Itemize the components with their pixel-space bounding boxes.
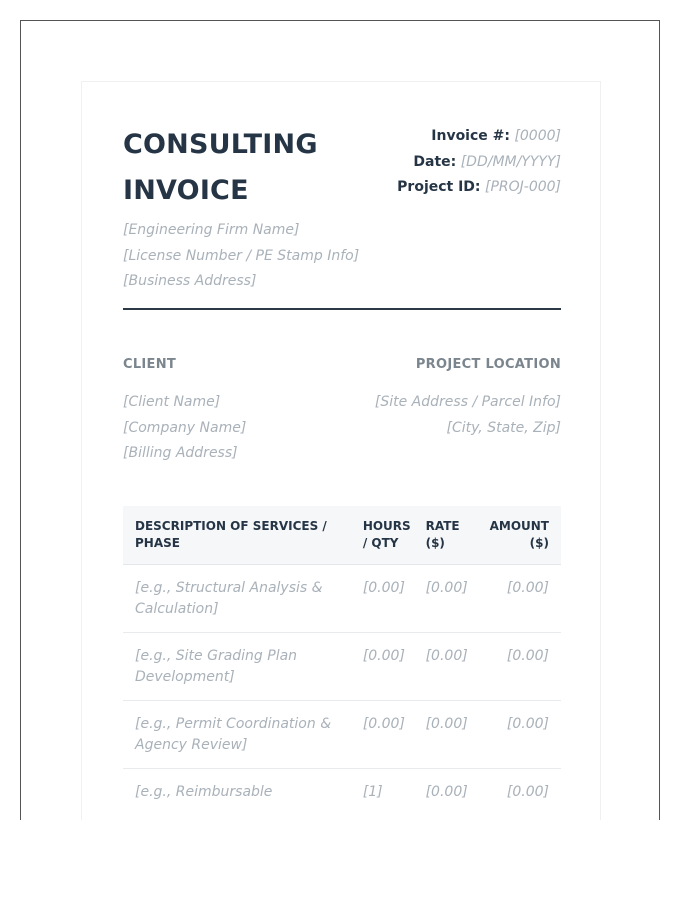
row-amount: [0.00] — [476, 701, 561, 769]
title-line-1: CONSULTING — [123, 129, 318, 160]
invoice-number-label: Invoice #: — [431, 128, 510, 144]
table-row — [123, 565, 561, 633]
firm-info — [123, 218, 383, 295]
invoice-number-value: [0000] — [514, 128, 561, 144]
project-location-heading: PROJECT LOCATION — [415, 357, 561, 372]
row-amount: [0.00] — [476, 633, 561, 701]
client-billing-address: [Billing Address] — [123, 445, 238, 461]
client-name: [Client Name] — [123, 394, 221, 410]
document-frame — [20, 20, 660, 820]
table-header-row — [123, 506, 561, 565]
license-info: [License Number / PE Stamp Info] — [123, 247, 360, 264]
header-rate: RATE ($) — [420, 506, 476, 565]
header-hours: HOURS / QTY — [356, 506, 420, 565]
site-address: [Site Address / Parcel Info] — [374, 394, 561, 410]
invoice-sheet — [81, 81, 601, 820]
project-id-row — [361, 175, 561, 201]
firm-name: [Engineering Firm Name] — [123, 222, 300, 238]
services-table — [123, 506, 561, 820]
date-label: Date: — [413, 153, 457, 170]
row-rate: [0.00] — [420, 701, 476, 769]
business-address: [Business Address] — [123, 273, 257, 289]
project-location-block — [321, 357, 561, 441]
site-city: [City, State, Zip] — [446, 419, 561, 436]
date-value: [DD/MM/YYYY] — [460, 153, 561, 170]
project-id-value: [PROJ-000] — [484, 179, 561, 195]
project-id-label: Project ID: — [397, 179, 481, 195]
table-row — [123, 769, 561, 821]
row-rate: [0.00] — [420, 565, 476, 633]
row-description: [e.g., Site Grading Plan Development] — [123, 633, 356, 701]
table-row — [123, 701, 561, 769]
row-hours: [0.00] — [356, 633, 420, 701]
title-block — [123, 122, 383, 295]
date-row — [361, 150, 561, 176]
row-description: [e.g., Permit Coordination & Agency Review] — [123, 701, 356, 769]
title-line-2: INVOICE — [123, 175, 249, 206]
project-location-details — [321, 390, 561, 441]
invoice-title — [123, 122, 383, 214]
row-rate: [0.00] — [420, 633, 476, 701]
row-hours: [0.00] — [356, 565, 420, 633]
row-amount: [0.00] — [476, 769, 561, 821]
table-row — [123, 633, 561, 701]
client-company: [Company Name] — [123, 419, 247, 436]
client-heading: CLIENT — [123, 357, 177, 372]
invoice-meta — [361, 124, 561, 201]
header-amount: AMOUNT ($) — [476, 506, 561, 565]
row-hours: [0.00] — [356, 701, 420, 769]
row-hours: [1] — [356, 769, 420, 821]
header-description: DESCRIPTION OF SERVICES / PHASE — [123, 506, 356, 565]
invoice-number-row — [361, 124, 561, 150]
row-amount: [0.00] — [476, 565, 561, 633]
header-divider — [123, 308, 561, 310]
row-description: [e.g., Reimbursable — [123, 769, 356, 821]
row-description: [e.g., Structural Analysis & Calculation] — [123, 565, 356, 633]
row-rate: [0.00] — [420, 769, 476, 821]
